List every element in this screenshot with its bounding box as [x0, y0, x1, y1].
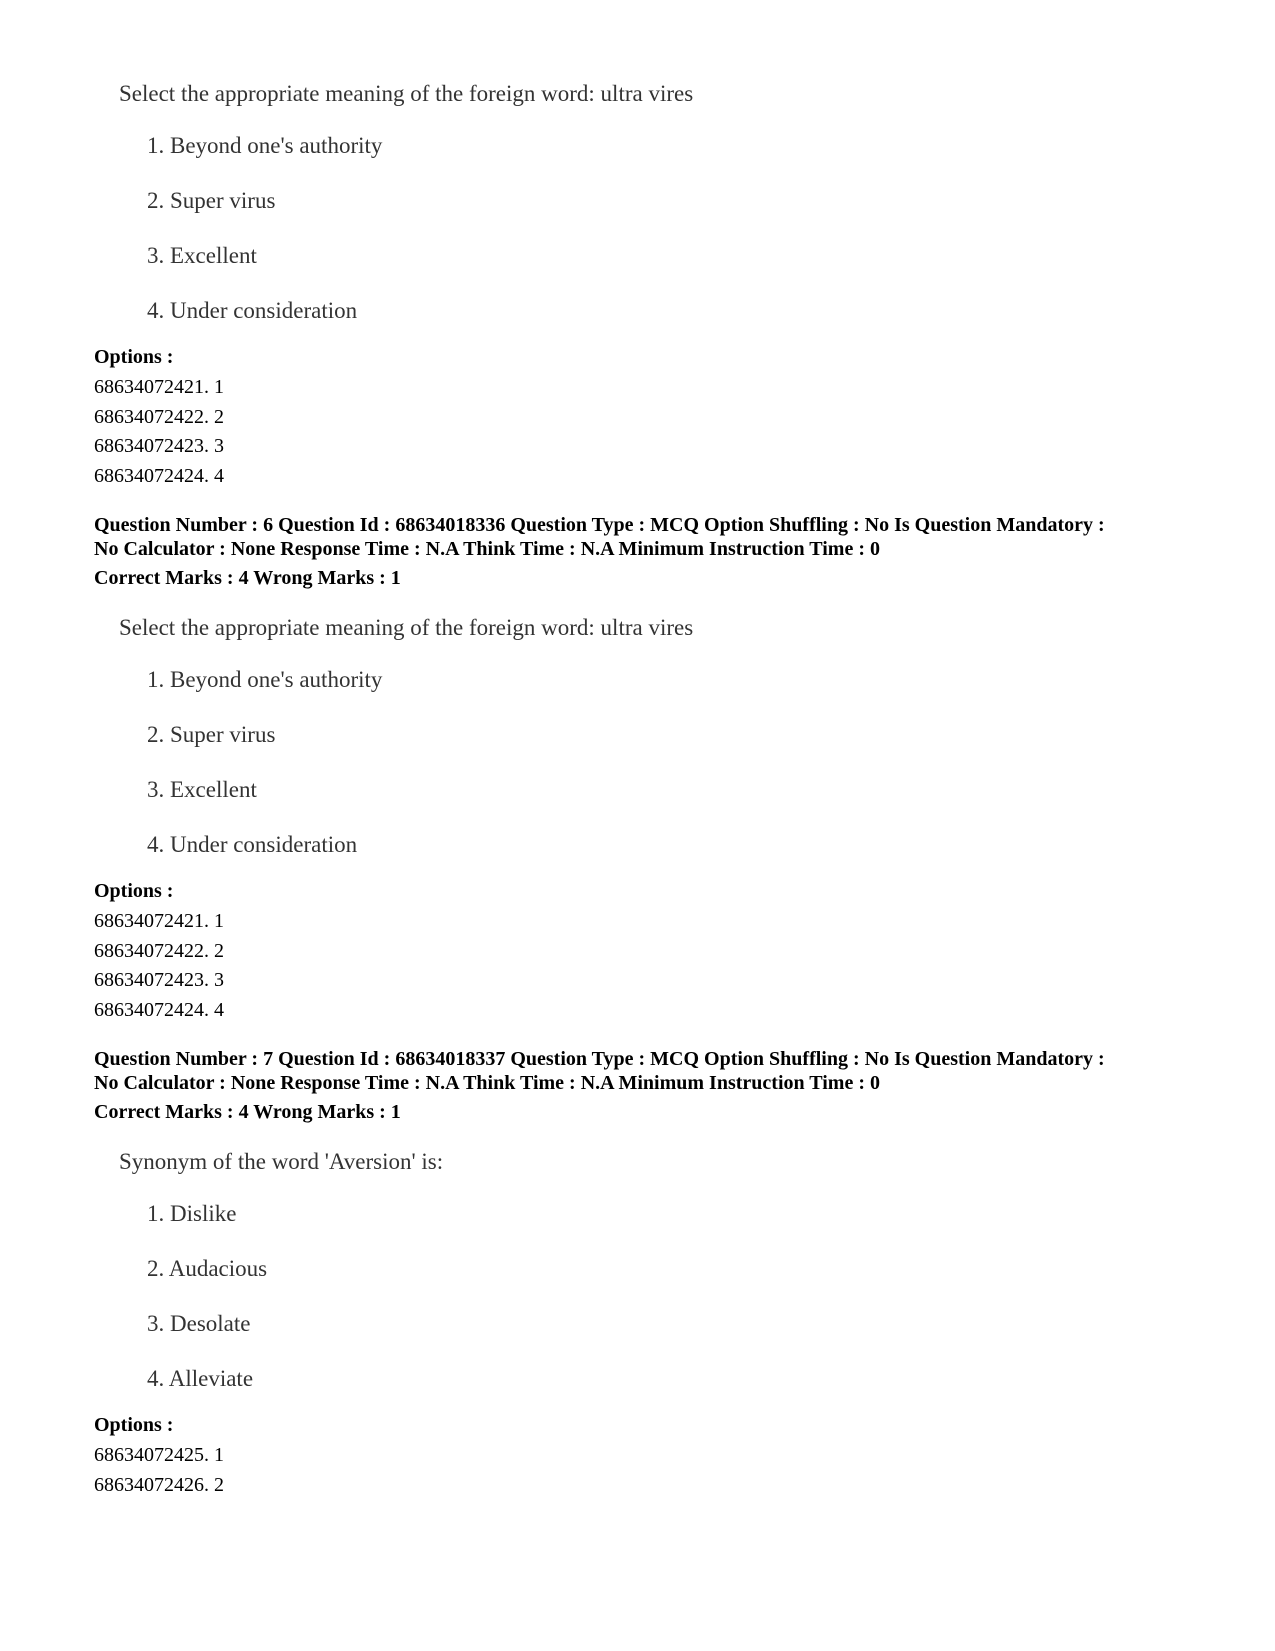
question-block-1	[94, 80, 1204, 491]
choice-list	[94, 132, 1204, 325]
question-meta-line: Question Number : 7 Question Id : 68634018337 Question Type : MCQ Option Shuffling : No Is Question Mandatory :	[94, 1048, 1105, 1070]
choice-item: 4. Under consideration	[147, 298, 358, 323]
question-text: Select the appropriate meaning of the foreign word: ultra vires	[119, 615, 694, 640]
option-id-row: 68634072422. 2	[94, 939, 224, 962]
choice-item: 1. Beyond one's authority	[147, 667, 383, 692]
question-text: Synonym of the word 'Aversion' is:	[119, 1149, 444, 1174]
choice-list	[94, 666, 1204, 859]
question-meta-line: No Calculator : None Response Time : N.A Think Time : N.A Minimum Instruction Time : 0	[94, 1072, 880, 1094]
question-block-6	[94, 614, 1204, 1025]
choice-item: 3. Excellent	[147, 777, 257, 802]
option-id-row: 68634072424. 4	[94, 998, 224, 1021]
options-list	[94, 373, 1204, 491]
question-meta-line: Question Number : 6 Question Id : 68634018336 Question Type : MCQ Option Shuffling : No Is Question Mandatory :	[94, 514, 1105, 536]
choice-item: 4. Alleviate	[147, 1366, 254, 1391]
question-meta-7	[94, 1047, 1204, 1124]
option-id-row: 68634072423. 3	[94, 969, 224, 991]
question-block-7	[94, 1148, 1204, 1500]
option-id-row: 68634072426. 2	[94, 1473, 224, 1496]
choice-item: 2. Super virus	[147, 722, 276, 747]
options-heading: Options :	[94, 1414, 174, 1436]
question-meta-line: No Calculator : None Response Time : N.A Think Time : N.A Minimum Instruction Time : 0	[94, 538, 880, 560]
option-id-row: 68634072421. 1	[94, 910, 224, 932]
choice-item: 4. Under consideration	[147, 832, 358, 857]
question-text: Select the appropriate meaning of the foreign word: ultra vires	[119, 81, 694, 106]
choice-item: 1. Dislike	[147, 1201, 237, 1226]
choice-list	[94, 1200, 1204, 1393]
marks-line: Correct Marks : 4 Wrong Marks : 1	[94, 1101, 401, 1123]
options-heading: Options :	[94, 880, 174, 902]
option-id-row: 68634072424. 4	[94, 464, 224, 487]
choice-item: 3. Desolate	[147, 1311, 251, 1336]
options-list	[94, 1441, 1204, 1500]
choice-item: 1. Beyond one's authority	[147, 133, 383, 158]
question-meta-6	[94, 513, 1204, 590]
option-id-row: 68634072422. 2	[94, 405, 224, 428]
options-list	[94, 907, 1204, 1025]
option-id-row: 68634072423. 3	[94, 435, 224, 457]
option-id-row: 68634072425. 1	[94, 1444, 224, 1466]
choice-item: 2. Audacious	[147, 1256, 268, 1281]
choice-item: 2. Super virus	[147, 188, 276, 213]
option-id-row: 68634072421. 1	[94, 376, 224, 398]
choice-item: 3. Excellent	[147, 243, 257, 268]
options-heading: Options :	[94, 346, 174, 368]
marks-line: Correct Marks : 4 Wrong Marks : 1	[94, 567, 401, 589]
